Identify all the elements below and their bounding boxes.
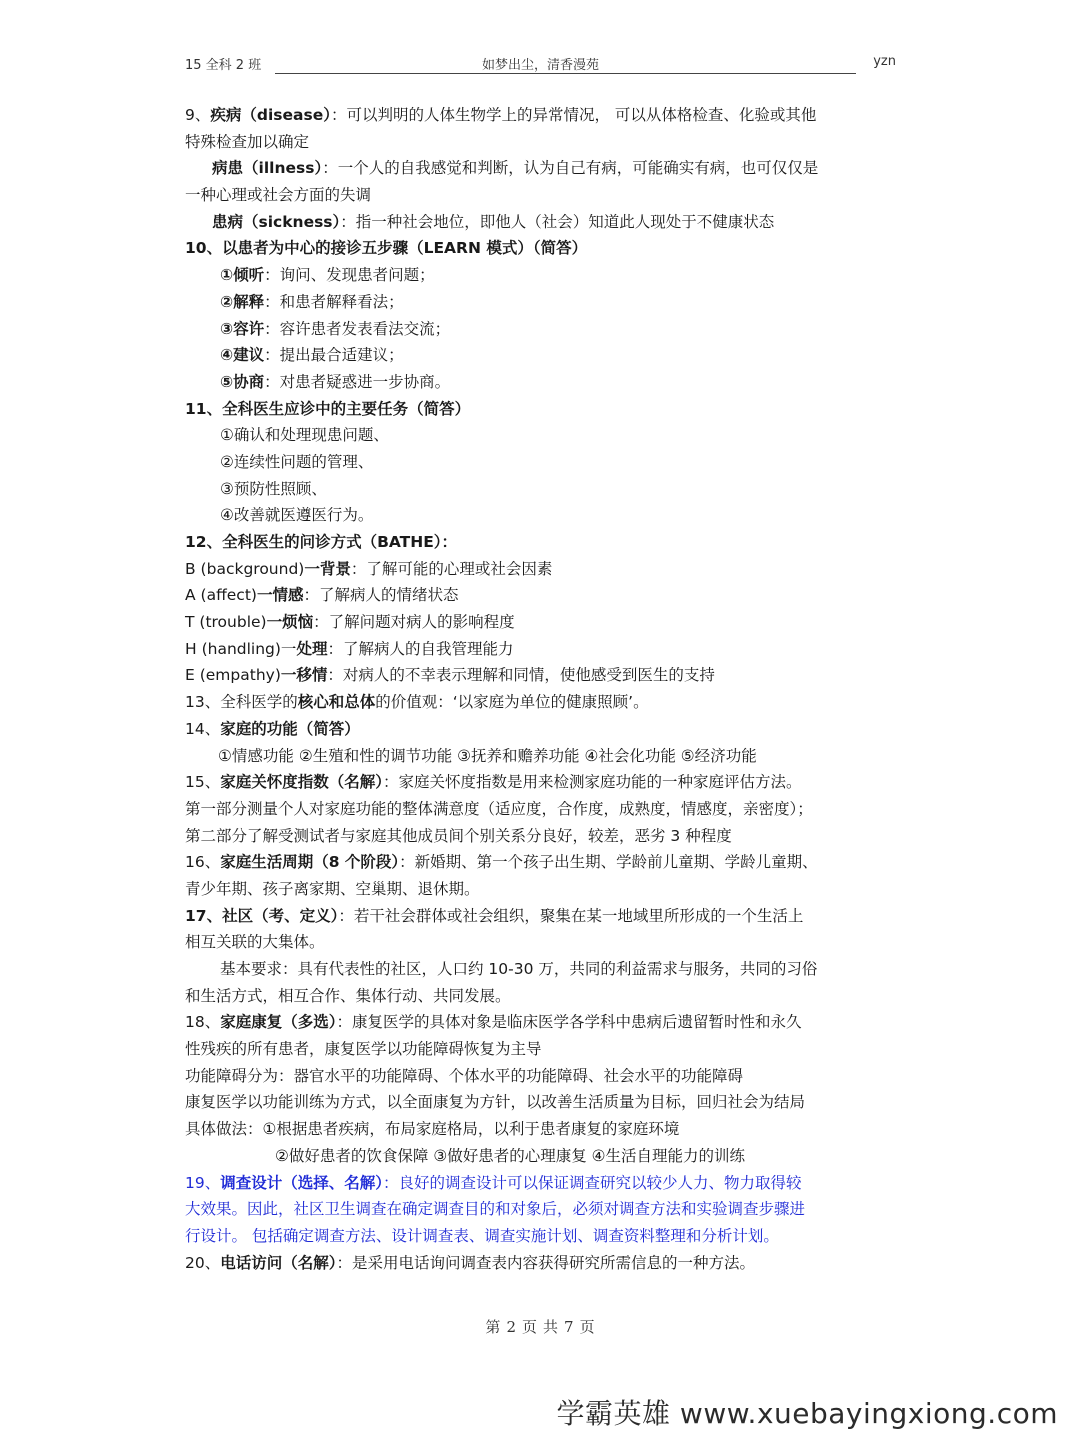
item-18-line-4: 康复医学以功能训练为方式，以全面康复为方针，以改善生活质量为目标，回归社会为结局: [185, 1093, 806, 1112]
bathe-h: H (handling)一处理：了解病人的自我管理能力: [185, 639, 514, 658]
item-9-line-2: 特殊检查加以确定: [185, 132, 310, 151]
task-3: ③预防性照顾、: [220, 479, 327, 498]
item-19-line-3: 行设计。 包括确定调查方法、设计调查表、调查实施计划、调查资料整理和分析计划。: [185, 1226, 779, 1245]
item-11-heading: 11、全科医生应诊中的主要任务（简答）: [185, 399, 471, 418]
bathe-a: A (affect)一情感：了解病人的情绪状态: [185, 586, 459, 605]
item-9-line-1: 9、疾病（disease）：可以判明的人体生物学上的异常情况， 可以从体格检查、化验或其他: [185, 106, 817, 124]
task-2: ②连续性问题的管理、: [220, 452, 374, 471]
item-17-line-3: 基本要求：具有代表性的社区，人口约 10-30 万，共同的利益需求与服务，共同的习俗: [220, 960, 818, 978]
item-15-line-2: 第一部分测量个人对家庭功能的整体满意度（适应度，合作度，成熟度，情感度，亲密度）；: [185, 799, 813, 818]
item-10-heading: 10、以患者为中心的接诊五步骤（LEARN 模式）（简答）: [185, 239, 588, 258]
item-15-line-1: 15、家庭关怀度指数（名解）：家庭关怀度指数是用来检测家庭功能的一种家庭评估方法。: [185, 773, 802, 792]
learn-step-3: ③容许：容许患者发表看法交流；: [220, 319, 451, 338]
learn-step-5: ⑤协商：对患者疑惑进一步协商。: [220, 372, 451, 391]
bathe-t: T (trouble)一烦恼：了解问题对病人的影响程度: [185, 613, 515, 632]
item-15-line-3: 第二部分了解受测试者与家庭其他成员间个别关系分良好，较差，恶劣 3 种程度: [185, 826, 732, 845]
item-17-line-1: 17、社区（考、定义）：若干社会群体或社会组织，聚集在某一地域里所形成的一个生活上: [185, 906, 804, 925]
learn-step-4: ④建议：提出最合适建议；: [220, 346, 404, 365]
item-13: 13、全科医学的核心和总体的价值观：‘以家庭为单位的健康照顾’。: [185, 693, 649, 712]
header-title: 如梦出尘，清香漫苑: [481, 58, 599, 73]
learn-step-2: ②解释：和患者解释看法；: [220, 292, 404, 311]
item-18-line-5: 具体做法：①根据患者疾病，布局家庭格局，以利于患者康复的家庭环境: [185, 1120, 680, 1139]
item-12-heading: 12、全科医生的问诊方式（BATHE）：: [185, 533, 458, 551]
task-4: ④改善就医遵医行为。: [220, 506, 374, 525]
document-body: [185, 102, 897, 1276]
item-16-line-1: 16、家庭生活周期（8 个阶段）：新婚期、第一个孩子出生期、学龄前儿童期、学龄儿童期、: [185, 853, 818, 872]
header-author: yzn: [873, 54, 896, 69]
item-18-line-2: 性残疾的所有患者，康复医学以功能障碍恢复为主导: [185, 1040, 542, 1059]
family-functions: ①情感功能 ②生殖和性的调节功能 ③抚养和赡养功能 ④社会化功能 ⑤经济功能: [218, 746, 757, 765]
page-number: 第 2 页 共 7 页: [485, 1318, 595, 1336]
item-19-line-1: 19、调查设计（选择、名解）：良好的调查设计可以保证调查研究以较少人力、物力取得较: [185, 1173, 802, 1192]
illness-line-2: 一种心理或社会方面的失调: [185, 186, 372, 205]
item-17-line-4: 和生活方式，相互合作、集体行动、共同发展。: [185, 986, 511, 1005]
sickness-line: 患病（sickness）：指一种社会地位，即他人（社会）知道此人现处于不健康状态: [212, 212, 775, 231]
item-20: 20、电话访问（名解）：是采用电话询问调查表内容获得研究所需信息的一种方法。: [185, 1253, 756, 1272]
item-18-line-6: ②做好患者的饮食保障 ③做好患者的心理康复 ④生活自理能力的训练: [275, 1146, 746, 1165]
item-14-heading: 14、家庭的功能（简答）: [185, 719, 360, 738]
learn-step-1: ①倾听：询问、发现患者问题；: [220, 266, 435, 285]
item-18-line-1: 18、家庭康复（多选）：康复医学的具体对象是临床医学各学科中患病后遗留暂时性和永久: [185, 1013, 802, 1032]
item-18-line-3: 功能障碍分为：器官水平的功能障碍、个体水平的功能障碍、社会水平的功能障碍: [185, 1066, 744, 1085]
task-1: ①确认和处理现患问题、: [220, 426, 389, 445]
item-16-line-2: 青少年期、孩子离家期、空巢期、退休期。: [185, 879, 480, 898]
watermark: 学霸英雄 www.xuebayingxiong.com: [556, 1397, 1058, 1430]
bathe-b: B (background)一背景：了解可能的心理或社会因素: [185, 559, 553, 578]
header-rule: [275, 73, 856, 74]
item-17-line-2: 相互关联的大集体。: [185, 933, 325, 952]
header-class: 15 全科 2 班: [185, 58, 262, 73]
item-19-line-2: 大效果。因此，社区卫生调查在确定调查目的和对象后，必须对调查方法和实验调查步骤进: [185, 1200, 806, 1219]
page-header: [185, 52, 896, 72]
bathe-e: E (empathy)一移情：对病人的不幸表示理解和同情，使他感受到医生的支持: [185, 666, 715, 685]
illness-line-1: 病患（illness）：一个人的自我感觉和判断，认为自己有病，可能确实有病，也可仅仅是: [212, 159, 819, 178]
